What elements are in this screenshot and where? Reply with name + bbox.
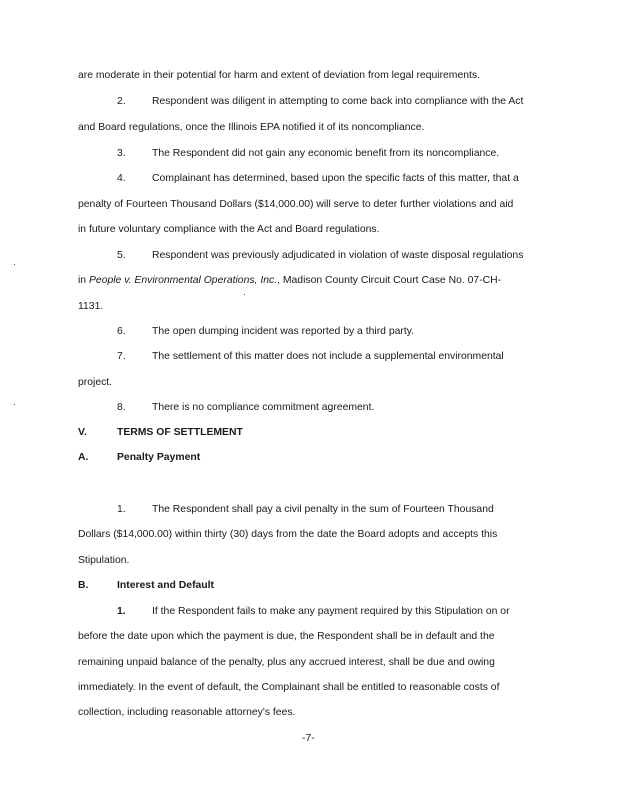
item-text: Stipulation. xyxy=(78,555,130,566)
item-text: If the Respondent fails to make any payment required by this Stipulation on or xyxy=(152,606,510,617)
item-number: 7. xyxy=(117,351,126,362)
item-text: in future voluntary compliance with the Act and Board regulations. xyxy=(78,224,380,235)
item-text: Respondent was diligent in attempting to come back into compliance with the Act xyxy=(152,96,524,107)
item-number: 3. xyxy=(117,148,126,159)
section-heading: TERMS OF SETTLEMENT xyxy=(117,427,243,438)
item-text: Complainant has determined, based upon the specific facts of this matter, that a xyxy=(152,173,519,184)
item-number: 4. xyxy=(117,173,126,184)
case-name: People v. Environmental Operations, Inc. xyxy=(88,275,278,286)
item-number: 6. xyxy=(117,326,126,337)
item-text: Respondent was previously adjudicated in violation of waste disposal regulations xyxy=(152,250,524,261)
item-text: There is no compliance commitment agreement. xyxy=(152,402,375,413)
item-number: 1. xyxy=(117,606,126,617)
scan-speck xyxy=(14,264,15,265)
item-text: The Respondent shall pay a civil penalty in the sum of Fourteen Thousand xyxy=(152,504,494,515)
subsection-letter: A. xyxy=(78,452,89,463)
scan-speck xyxy=(14,404,15,405)
item-text: remaining unpaid balance of the penalty, plus any accrued interest, shall be due and owing xyxy=(78,657,495,668)
item-number: 8. xyxy=(117,402,126,413)
item-text: and Board regulations, once the Illinois EPA notified it of its noncompliance. xyxy=(78,122,425,133)
item-text: The settlement of this matter does not include a supplemental environmental xyxy=(152,351,504,362)
citation-prefix: in xyxy=(78,275,89,286)
subsection-letter: B. xyxy=(78,580,89,591)
item-text: immediately. In the event of default, the Complainant shall be entitled to reasonable costs of xyxy=(78,682,500,693)
section-numeral: V. xyxy=(78,427,87,438)
item-text: before the date upon which the payment is due, the Respondent shall be in default and the xyxy=(78,631,495,642)
citation-suffix: , Madison County Circuit Court Case No. 07-CH- xyxy=(277,275,502,286)
item-text: penalty of Fourteen Thousand Dollars ($14,000.00) will serve to deter further violations and aid xyxy=(78,199,514,210)
item-number: 5. xyxy=(117,250,126,261)
item-text: Dollars ($14,000.00) within thirty (30) days from the date the Board adopts and accepts this xyxy=(78,529,498,540)
scan-speck xyxy=(244,294,245,295)
subsection-heading: Interest and Default xyxy=(117,580,214,591)
subsection-heading: Penalty Payment xyxy=(117,452,201,463)
continuation-text: are moderate in their potential for harm and extent of deviation from legal requirements. xyxy=(78,70,480,81)
item-number: 2. xyxy=(117,96,126,107)
item-text-citation xyxy=(78,274,501,287)
item-text: collection, including reasonable attorney's fees. xyxy=(78,707,296,718)
item-number: 1. xyxy=(117,504,126,515)
item-text: The open dumping incident was reported by a third party. xyxy=(152,326,415,337)
item-text: 1131. xyxy=(78,301,104,312)
item-text: The Respondent did not gain any economic benefit from its noncompliance. xyxy=(152,148,500,159)
page-number: -7- xyxy=(302,733,315,744)
item-text: project. xyxy=(78,377,113,388)
